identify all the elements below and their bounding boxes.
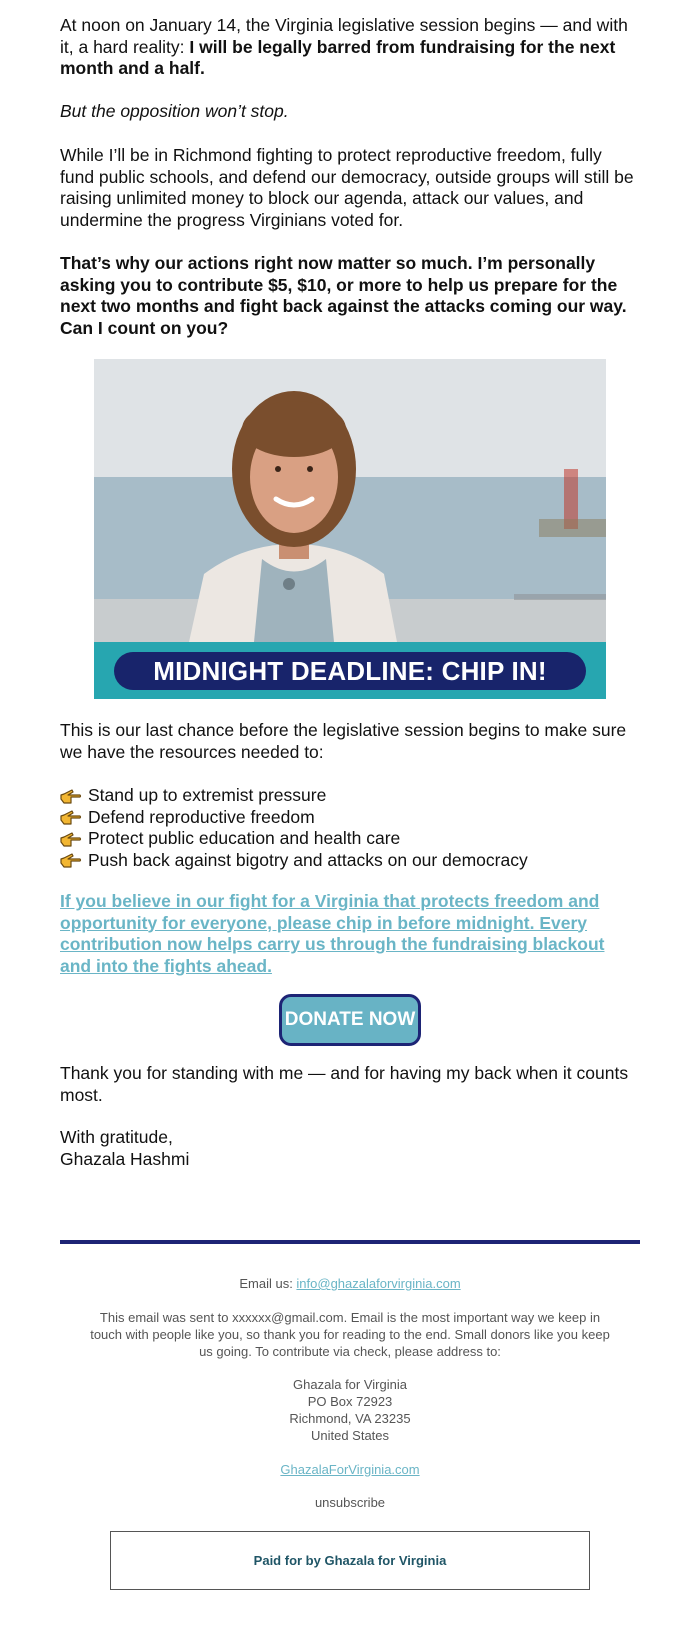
last-chance-paragraph: This is our last chance before the legislative session begins to make sure we have the resources needed to: xyxy=(60,720,627,762)
signature-closing: With gratitude, xyxy=(60,1127,173,1147)
candidate-portrait-graphic xyxy=(94,359,606,642)
pointing-hand-icon xyxy=(60,830,82,848)
donate-now-button[interactable]: DONATE NOW xyxy=(279,994,421,1046)
website-link[interactable]: GhazalaForVirginia.com xyxy=(280,1462,420,1477)
richmond-paragraph: While I’ll be in Richmond fighting to protect reproductive freedom, fully fund public schools, and defend our democracy, outside groups will still be raising unlimited money to block our agenda, attack our values, and undermine the progress Virginians voted for. xyxy=(60,145,634,230)
intro-bold: I will be legally barred from fundraising for the next month and a half. xyxy=(60,36,616,78)
address-line: United States xyxy=(310,1428,390,1443)
list-item xyxy=(60,850,640,872)
chip-in-link[interactable]: If you believe in our fight for a Virginia that protects freedom and opportunity for everyone, please chip in before midnight. Every contribution now helps carry us through the fundraising blackout and into the fights ahead. xyxy=(60,891,605,976)
address-line: Ghazala for Virginia xyxy=(293,1377,407,1392)
goal-text: Push back against bigotry and attacks on our democracy xyxy=(88,849,528,870)
list-item xyxy=(60,828,640,850)
footer-email-line xyxy=(90,1275,610,1292)
thank-you-paragraph: Thank you for standing with me — and for having my back when it counts most. xyxy=(60,1063,629,1105)
contact-email-link[interactable]: info@ghazalaforvirginia.com xyxy=(296,1276,461,1291)
footer-site-line xyxy=(90,1461,610,1478)
deadline-banner-text: MIDNIGHT DEADLINE: CHIP IN! xyxy=(114,652,586,690)
goal-text: Defend reproductive freedom xyxy=(88,806,315,827)
email-label: Email us: xyxy=(239,1276,297,1291)
opposition-line: But the opposition won’t stop. xyxy=(60,101,289,121)
deadline-banner xyxy=(94,642,606,699)
pointing-hand-icon xyxy=(60,808,82,826)
footer-divider xyxy=(60,1240,640,1244)
unsubscribe-link[interactable]: unsubscribe xyxy=(314,1495,386,1510)
footer-note: This email was sent to xxxxxx@gmail.com. Email is the most important way we keep in touch with people like you, so thank you for reading to the end. Small donors like you keep us going. To contribute via check, please address to: xyxy=(90,1310,610,1359)
list-item xyxy=(60,785,640,807)
list-item xyxy=(60,807,640,829)
mailing-address xyxy=(90,1376,610,1444)
address-line: Richmond, VA 23235 xyxy=(289,1411,411,1426)
goal-text: Protect public education and health care xyxy=(88,828,401,848)
ask-paragraph: That’s why our actions right now matter so much. I’m personally asking you to contribute $5, $10, or more to help us prepare for the next two months and fight back against the attacks coming our way. Can I count on you? xyxy=(60,253,627,338)
candidate-photo xyxy=(94,359,606,642)
signature-name: Ghazala Hashmi xyxy=(60,1148,190,1169)
pointing-hand-icon xyxy=(60,787,82,805)
signature xyxy=(60,1127,640,1170)
intro-lead: At noon on January 14, the Virginia legislative session begins — and with it, a hard reality: xyxy=(60,15,628,57)
goal-text: Stand up to extremist pressure xyxy=(88,785,327,805)
address-line: PO Box 72923 xyxy=(307,1394,393,1409)
intro-paragraph xyxy=(60,15,640,80)
goals-list xyxy=(60,785,640,871)
pointing-hand-icon xyxy=(60,851,82,869)
hero-image-link[interactable] xyxy=(94,359,606,699)
paid-for-disclaimer: Paid for by Ghazala for Virginia xyxy=(110,1531,590,1590)
